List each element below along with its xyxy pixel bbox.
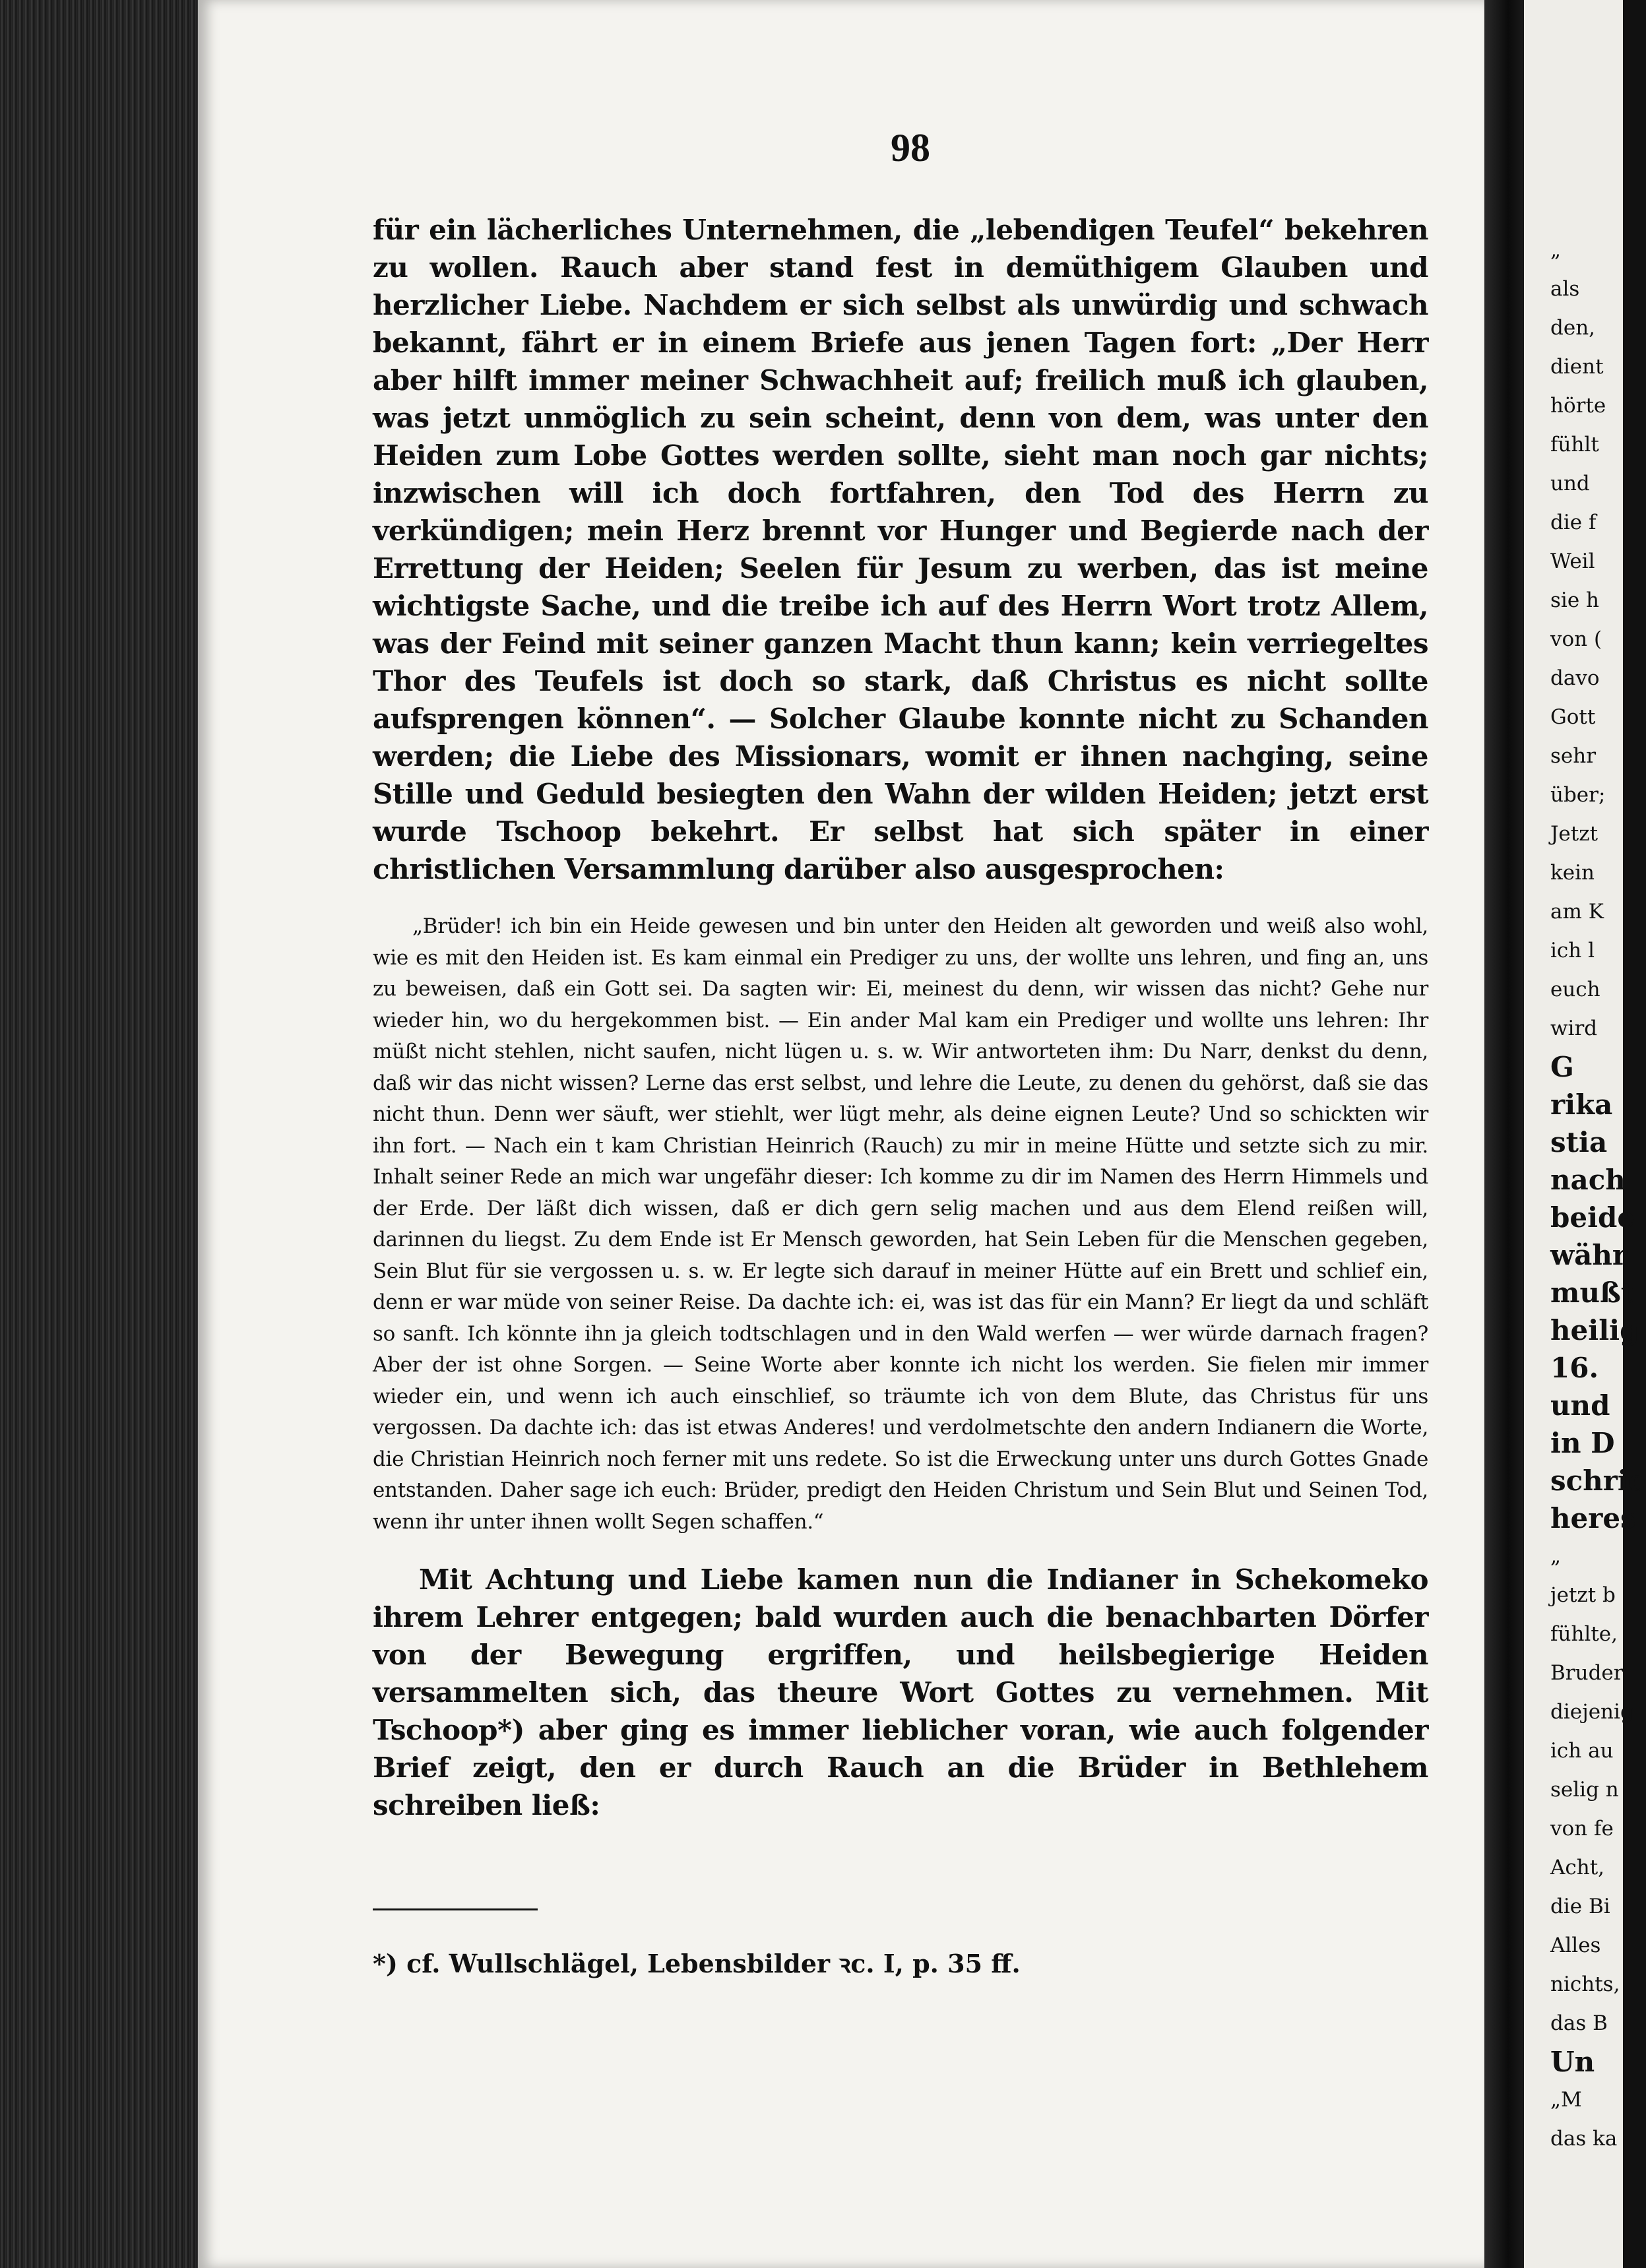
adjacent-page-fragment: dient bbox=[1550, 355, 1604, 379]
adjacent-page-fragment: kein bbox=[1550, 861, 1595, 885]
footnote: *) cf. Wullschlägel, Lebensbilder ꝛc. I, p. 35 ff. bbox=[373, 1949, 1021, 1978]
adjacent-page-fragment: diejenig bbox=[1550, 1700, 1633, 1724]
adjacent-page-fragment: über; bbox=[1550, 783, 1606, 807]
adjacent-page-fragment: beide bbox=[1550, 1201, 1635, 1234]
adjacent-page-fragment: fühlte, bbox=[1550, 1622, 1618, 1646]
quoted-speech: „Brüder! ich bin ein Heide gewesen und bin unter den Heiden alt geworden und weiß also wohl, wie es mit den Heiden ist. Es kam einmal ein Prediger zu uns, der wollte uns lehren, und fing an, uns zu beweisen, daß ein Gott sei. Da sagten wir: Ei, meinest du denn, wir wissen das nicht? Gehe nur wieder hin, wo du hergekommen bist. — Ein ander Mal kam ein Prediger und wollte uns lehren: Ihr müßt nicht stehlen, nicht saufen, nicht lügen u. s. w. Wir antworteten ihm: Du Narr, denkst du denn, daß wir das nicht wissen? Lerne das erst selbst, und lehre die Leute, zu denen du gehörst, daß sie das nicht thun. Denn wer säuft, wer stiehlt, wer lügt mehr, als deine eignen Leute? Und so schickten wir ihn fort. — Nach ein t kam Christian Heinrich (Rauch) zu mir in meine Hütte und setzte sich zu mir. Inhalt seiner Rede an mich war ungefähr dieser: Ich komme zu dir im Namen des Herrn Himmels und der Erde. Der läßt dich wissen, daß er dich gern selig machen und aus dem Elend reißen will, darinnen du liegst. Zu dem Ende ist Er Mensch geworden, hat Sein Leben für die Menschen gegeben, Sein Blut für sie vergossen u. s. w. Er legte sich darauf in meiner Hütte auf ein Brett und schlief ein, denn er war müde von seiner Reise. Da dachte ich: ei, was ist das für ein Mann? Er liegt da und schläft so sanft. Ich könnte ihn ja gleich todtschlagen und in den Wald werfen — wer würde darnach fragen? Aber der ist ohne Sorgen. — Seine Worte aber konnte ich nicht los werden. Sie fielen mir immer wieder ein, und wenn ich auch einschlief, so träumte ich von dem Blute, das Christus für uns vergossen. Da dachte ich: das ist etwas Anderes! und verdolmetschte den andern Indianern die Worte, die Christian Heinrich noch ferner mit uns redete. So ist die Erweckung unter uns durch Gottes Gnade entstanden. Daher sage ich euch: Brüder, predigt den Heiden Christum und Sein Blut und Seinen Tod, wenn ihr unter ihnen wollt Segen schaffen.“ bbox=[373, 914, 1428, 1534]
adjacent-page-fragment: heilig bbox=[1550, 1314, 1639, 1346]
adjacent-page-fragment: davo bbox=[1550, 666, 1600, 690]
adjacent-page-fragment: die Bi bbox=[1550, 1895, 1610, 1918]
adjacent-page-fragment: und bbox=[1550, 1389, 1610, 1422]
adjacent-page-fragment: „ bbox=[1550, 238, 1562, 262]
adjacent-page-fragment: jetzt b bbox=[1550, 1583, 1616, 1607]
adjacent-page-fragment: hörte bbox=[1550, 394, 1606, 418]
adjacent-page-fragment: Un bbox=[1550, 2046, 1595, 2078]
adjacent-page-fragment: Jetzt bbox=[1550, 822, 1599, 846]
adjacent-page-fragment: fühlt bbox=[1550, 433, 1599, 457]
adjacent-page-fragment: in D bbox=[1550, 1427, 1615, 1459]
adjacent-page-fragment: von fe bbox=[1550, 1817, 1614, 1841]
adjacent-page-fragment: mußt bbox=[1550, 1276, 1634, 1309]
adjacent-page-fragment: stia bbox=[1550, 1126, 1608, 1158]
adjacent-page-fragment: Weil bbox=[1550, 550, 1595, 573]
adjacent-page-fragment: wird bbox=[1550, 1017, 1598, 1040]
adjacent-page-fragment: als bbox=[1550, 277, 1580, 301]
page-body bbox=[373, 211, 1428, 1824]
adjacent-page-fragment: das ka bbox=[1550, 2127, 1618, 2151]
adjacent-page-fragment: schrie bbox=[1550, 1465, 1646, 1497]
adjacent-page-fragment: währ bbox=[1550, 1239, 1628, 1271]
adjacent-page-fragment: am K bbox=[1550, 900, 1604, 924]
adjacent-page-fragment: den, bbox=[1550, 316, 1596, 340]
adjacent-page-fragment: Gott bbox=[1550, 705, 1596, 729]
adjacent-page-fragment: Bruder bbox=[1550, 1661, 1624, 1685]
adjacent-page-fragment: das B bbox=[1550, 2011, 1608, 2035]
book-gutter bbox=[1484, 0, 1524, 2268]
adjacent-page-text-fragments bbox=[1550, 231, 1646, 2158]
body-paragraph-2: Mit Achtung und Liebe kamen nun die Indianer in Schekomeko ihrem Lehrer entgegen; bald wurden auch die benachbarten Dörfer von der Bewegung ergriffen, und heilsbegierige Heiden versammelten sich, das theure Wort Gottes zu vernehmen. Mit Tschoop*) aber ging es immer lieblicher voran, wie auch folgender Brief zeigt, den er durch Rauch an die Brüder in Bethlehem schreiben ließ: bbox=[373, 1563, 1428, 1821]
adjacent-page-fragment: heres bbox=[1550, 1502, 1636, 1534]
adjacent-page-fragment: nichts, bbox=[1550, 1972, 1620, 1996]
adjacent-page-fragment: sehr bbox=[1550, 744, 1597, 768]
adjacent-page-fragment: Acht, bbox=[1550, 1856, 1605, 1879]
adjacent-page-fragment: von ( bbox=[1550, 627, 1602, 651]
adjacent-page-fragment: rika bbox=[1550, 1088, 1613, 1121]
adjacent-page-fragment: nach bbox=[1550, 1164, 1626, 1196]
adjacent-page-fragment: „M bbox=[1550, 2088, 1582, 2112]
adjacent-page-fragment: „ bbox=[1550, 1544, 1562, 1568]
adjacent-page-fragment: G bbox=[1550, 1051, 1574, 1083]
adjacent-page-fragment: ich au bbox=[1550, 1739, 1614, 1763]
page-number: 98 bbox=[891, 126, 930, 170]
adjacent-page-fragment: selig n bbox=[1550, 1778, 1619, 1802]
adjacent-page-fragment: 16. bbox=[1550, 1352, 1599, 1384]
adjacent-page-fragment: und bbox=[1550, 472, 1590, 495]
adjacent-page-fragment: die f bbox=[1550, 511, 1597, 534]
body-paragraph-1: für ein lächerliches Unternehmen, die „lebendigen Teufel“ bekehren zu wollen. Rauch aber stand fest in demüthigem Glauben und herzlicher Liebe. Nachdem er sich selbst als unwürdig und schwach bekannt, fährt er in einem Briefe aus jenen Tagen fort: „Der Herr aber hilft immer meiner Schwachheit auf; freilich muß ich glauben, was jetzt unmöglich zu sein scheint, denn von dem, was unter den Heiden zum Lobe Gottes werden sollte, sieht man noch gar nichts; inzwischen will ich doch fortfahren, den Tod des Herrn zu verkündigen; mein Herz brennt vor Hunger und Begierde nach der Errettung der Heiden; Seelen für Jesum zu werben, das ist meine wichtigste Sache, und die treibe ich auf des Herrn Wort trotz Allem, was der Feind mit seiner ganzen Macht thun kann; kein verriegeltes Thor des Teufels ist doch so stark, daß Christus es nicht sollte aufsprengen können“. — Solcher Glaube konnte nicht zu Schanden werden; die Liebe des Missionars, womit er ihnen nachging, seine Stille und Geduld besiegten den Wahn der wilden Heiden; jetzt erst wurde Tschoop bekehrt. Er selbst hat sich später in einer christlichen Versammlung darüber also ausgesprochen: bbox=[373, 214, 1428, 885]
book-edge bbox=[0, 0, 198, 2268]
adjacent-page-fragment: Alles bbox=[1550, 1934, 1601, 1957]
footnote-rule bbox=[373, 1908, 538, 1910]
adjacent-page-fragment: euch bbox=[1550, 978, 1600, 1001]
adjacent-page-fragment: sie h bbox=[1550, 588, 1599, 612]
adjacent-page-fragment: ich l bbox=[1550, 939, 1595, 962]
